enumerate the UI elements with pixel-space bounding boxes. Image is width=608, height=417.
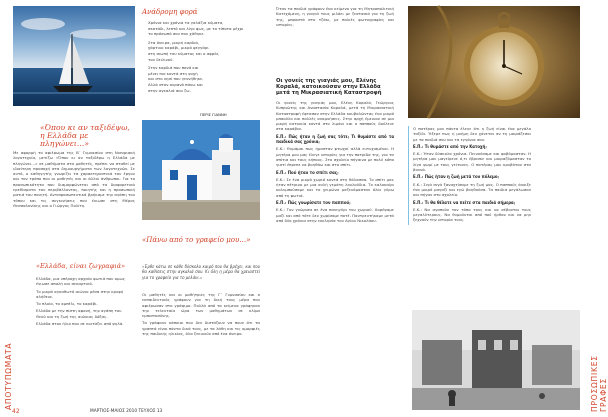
verse-line: Αλλά στον ουρανό πάνω και <box>148 81 203 87</box>
col1-verses <box>36 276 131 328</box>
verse-line: μένει πιο κοντά στη ψυχή <box>148 70 198 76</box>
paragraph: Ε.Π.: Τι θα θέλατε να πείτε στα παιδιά σήμερα; <box>413 199 516 205</box>
paragraph: Οι γονείς της γιαγιάς μου, Ελένη Κοραλά, Γεώργιος Κυπριώτης και Αναστασία Κοραλά, μετά τη Μικρασιατική Καταστροφή έφτασαν στην Ελλάδα κουβαλώντας ένα μικρό μπαούλο και πολλές αναμνήσεις. Στην αρχή έμειναν σε μια μικρή κατοικία κοντά στο λιμάνι και ο παππούς δούλευε στα καράβια. <box>276 100 394 132</box>
paragraph: Οι μαθητές και οι μαθήτριες της Γ΄ Γυμνασίου και ο εκπαιδευτικός γράφουν για τη δική τους μέρα που αφιέρωσαν στο γράψιμο. Πολλά από τα κείμενα γράφηκαν την τελευταία ώρα των μαθημάτων σε κλίμα εμπιστοσύνης. <box>142 292 260 319</box>
col2-author: ΠΕΡΙΣ ΓΙΑΝΝΗ <box>200 112 227 117</box>
church-image <box>142 120 260 220</box>
issue-label: ΜΑΡΤΙΟΣ-ΜΑΙΟΣ 2010 ΤΕΥΧΟΣ 13 <box>90 409 163 414</box>
sea-boat-image <box>13 6 135 106</box>
col1-intro-text: Με αφορμή το αφιέρωμα της Β΄ Γυμνασίου στη Νισυριακή λογοτεχνία, μετίζω «Όπου κι αν ταξιδέψω η Ελλάδα με πληγώνει…» σε μαθήματα στα μαθητές, πρέπει να σταθεί με ιδιαίτερη προσοχή στα δημιουργήματα των λογοτεχνών. Σε αυτό, ο καθηγητής γνωρίζει τα χαρακτηριστικά του έργου και τον τρόπο που οι μαθητές και οι άλλοι άνθρωποι. Για το προσωπικότητα που διαμορφώνεται από τα διαφορετικά ερεθίσματα του περιβάλλοντος, ποιητής και η προσωπική ματιά του ποιητή. Αντιπροσωπευτικά βρήκαμε την αγάπη του τόπου και τις συγκινήσεις που ένιωσε στη Μέρος Θεσσαλονίκης και ο Γιώργος Πολίτη. <box>13 150 135 208</box>
paragraph: Ε.Π.: Πώς ήταν η ζωή μετά τον πόλεμο; <box>413 174 500 180</box>
paragraph: Ε.Π.: Πώς ήταν η ζωή σας τότε; Τι θυμάστε από τα παιδικά σας χρόνια; <box>276 133 394 145</box>
verse-line: Στα όνειρα, μικρή καρδιά, <box>148 39 200 45</box>
quote-heading-greece-hurts: «Όπου κι αν ταξιδέψω, η Ελλάδα με πληγώνει…» <box>40 123 130 148</box>
verse-line: στην αγκαλιά σου ζω. <box>148 87 191 93</box>
col2-lower-intro: «Έρθε κάτω σε κάθε δύσκολο καιρό που θα βρέχει, και που θα καθίσεις στην αγκαλιά σου. Κι όλη η μέρα θα χρειαστεί για το γραφείο για το μελάνι.» <box>142 264 260 280</box>
col3-intro: Όταν τα παιδιά γράφουν ένα κείμενο για τη Μητροπολιτική Κατεχόμενη, η γιαγιά τους μιλάει με ζεστασιά για τη ζωή της, μπροστά στο τζάκι, με παλιές φωτογραφίες και ιστορίες. <box>276 6 394 27</box>
verse-line: στη σιωπή του κύματος και ο αφρός <box>148 50 219 56</box>
paragraph: Ε.Π.: Πού ήταν το σπίτι σας; <box>276 169 339 175</box>
pocket-watch-image <box>408 6 580 118</box>
paragraph: Τα γράφουν κάποιοι που δεν διστάζουν να πουν ότι τα γραπτά είναι πάντα δικά τους, με τα λάθη και τις ομορφιές της παιδικής ηλικίας, όλα ξεκινούν από ένα όνειρο. <box>142 320 260 337</box>
col3-heading: Οι γονείς της γιαγιάς μου, Ελένης Κοραλά, κατοικούσαν στην Ελλάδα μετά τη Μικρασιατική Καταστροφή <box>276 78 382 96</box>
paragraph: Ε.Κ.: Να αγαπούν τον τόπο τους και να σέβονται τους μεγαλύτερους. Να θυμούνται από πού ήρθαν και να μην ξεχνούν την ιστορία τους. <box>413 206 531 223</box>
verse-line: Ελλάδα με την πίστη αφανή, την αγάπη του Θεού και τη ζωή της αιώνιας δόξας. <box>36 308 122 319</box>
paragraph: Ε.Κ.: Σιγά σιγά ξαναχτίσαμε τη ζωή μας. Ο παππούς άνοιξε ένα μικρό μαγαζί και εγώ βοηθούσα. Τα παιδιά μεγάλωσαν και πήγαν στο σχολείο. <box>413 181 531 198</box>
verse-line: χάρτινο καράβι, μικρό φεγγάρι <box>148 45 209 51</box>
col2-lower-paras <box>142 292 260 338</box>
verse-line: Ελλάδα στον ήλιο που σε κοιτάζει από ψηλά. <box>36 321 124 327</box>
old-photo-image <box>412 310 580 410</box>
paragraph: Ε.Π.: Τι θυμάστε από την Κατοχή; <box>413 143 487 149</box>
verse-line: Το πλοίο, το αμπέλι, το καράβι. <box>36 301 98 307</box>
paragraph: Ε.Κ.: Ήταν δύσκολα χρόνια. Πεινούσαμε και φοβόμασταν. Η μητέρα μου μαγείρευε ό,τι έβρισκε και μοιραζόμασταν το λίγο ψωμί με τους γείτονες. Ο πατέρας μου κρυβόταν στα βουνά. <box>413 151 531 173</box>
verse-line: του δειλινού. <box>148 56 174 62</box>
paragraph: Ε.Κ.: Σε ένα μικρό χωριό κοντά στη θάλασσα. Το σπίτι μας ήταν πέτρινο με μια αυλή γεμάτη λουλούδια. Το καλοκαίρι κολυμπούσαμε και το χειμώνα μαζευόμασταν όλοι γύρω από τη φωτιά. <box>276 176 394 198</box>
section-label-right: ΠΡΟΣΩΠΙΚΕΣ ΓΡΑΦΕΣ <box>590 355 608 412</box>
verse-line: Το μικρό αγκαθωτό αιώνιο μέσα στην κρυφή αλήθεια. <box>36 288 124 299</box>
verse-line: Ελλάδα, μια υπέροχη αρχαία φωτιά που ομως ένιωσε απαλή και σεκαρτικό. <box>36 276 125 287</box>
verse-line: το πρόσωπό σου που χάθηκε. <box>148 31 205 37</box>
page-number: 42 <box>12 408 20 415</box>
quote-heading-painting: «Ελλάδα, είναι ζωγραφιά» <box>36 262 126 270</box>
col4-body <box>408 126 531 225</box>
verse-line: Χρόνια και χρόνια τα γαλάζια κύματα, <box>148 20 224 25</box>
paragraph: Ο πατέρας μου πάντα έλεγε ότι η ζωή είναι ένα μεγάλο ταξίδι. Ήξερε πως η μνήμη δεν χάνεται αν τη μοιράζεσαι με τα παιδιά σου και τα εγγόνια σου. <box>413 126 531 142</box>
verse-line: Στην καρδιά που πονά και <box>148 65 199 71</box>
paragraph: Ε.Κ.: Θυμάμαι πως ήμασταν φτωχοί αλλά ευτυχισμένοι. Η μητέρα μου μας έλεγε ιστορίες για την πατρίδα της, για τα σπίτια και τους κήπους. Στο σχολείο πήγαινα με πολύ κόπο γιατί έπρεπε να βοηθάω και στο σπίτι. <box>276 146 394 168</box>
col3-body <box>276 100 394 225</box>
section-label-left: ΑΠΟΤΥΠΩΜΑΤΑ <box>4 342 13 410</box>
quote-heading-desk: «Πάνω από το γραφείο μου…» <box>142 236 251 244</box>
verse-line: και στο νησί που γεννήθηκε. <box>148 76 204 82</box>
col2-heading: Ανάδρομη φορά <box>142 8 198 16</box>
verse-line: σκοτάδι, λεπτό και λίγο φως, με το τίποτα μέχρι <box>148 25 244 31</box>
paragraph: Ε.Π.: Πώς γνωρίσατε τον παππού; <box>276 200 351 206</box>
col2-verses <box>148 20 248 93</box>
paragraph: Ε.Κ.: Τον γνώρισα σε ένα πανηγύρι του χωριού. Χορέψαμε μαζί και από τότε δεν χωρίσαμε ποτέ. Παντρευτήκαμε μετά από δύο χρόνια στην εκκλησία του Αγίου Νικολάου. <box>276 207 394 223</box>
